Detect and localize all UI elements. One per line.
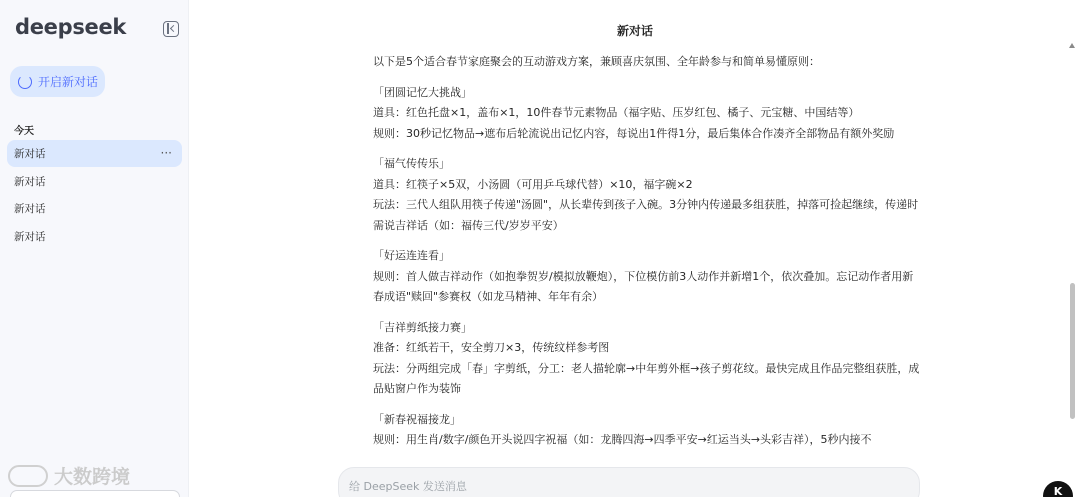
scrollbar-thumb[interactable] xyxy=(1070,283,1075,419)
game-title: 「吉祥剪纸接力赛」 xyxy=(373,320,472,334)
deepseek-logo[interactable]: deepseek xyxy=(15,15,127,39)
game-line: 准备：红纸若干，安全剪刀×3，传统纹样参考图 xyxy=(373,341,610,354)
chat-history-item[interactable] xyxy=(7,223,182,250)
message-intro: 以下是5个适合春节家庭聚会的互动游戏方案，兼顾喜庆氛围、全年龄参与和简单易懂原则： xyxy=(373,55,820,68)
floating-badge[interactable]: K xyxy=(1043,481,1073,497)
chat-history-list xyxy=(7,140,182,250)
game-line: 规则：首人做吉祥动作（如抱拳贺岁/模拟放鞭炮），下位模仿前3人动作并新增1个，依次叠加。忘记动作者用新春成语"赎回"参赛权（如龙马精神、年年有余） xyxy=(373,269,914,303)
watermark-logo-icon xyxy=(8,465,48,487)
chat-item-label: 新对话 xyxy=(14,175,46,188)
message-input[interactable] xyxy=(349,478,849,494)
chat-history-item[interactable] xyxy=(7,195,182,222)
chat-history-item[interactable] xyxy=(7,168,182,195)
more-options-icon[interactable]: ··· xyxy=(160,146,172,160)
sidebar xyxy=(0,0,189,497)
game-line: 道具：红色托盘×1，盖布×1，10件春节元素物品（福字贴、压岁红包、橘子、元宝糖、中国结等） xyxy=(373,106,860,119)
game-title: 「福气传传乐」 xyxy=(373,157,450,170)
main-panel xyxy=(190,0,1080,497)
message-input-container[interactable] xyxy=(338,467,920,497)
game-block xyxy=(373,246,923,308)
collapse-sidebar-icon[interactable] xyxy=(163,21,179,37)
game-block xyxy=(373,154,923,236)
assistant-message xyxy=(373,52,923,461)
game-line: 玩法：三代人组队用筷子传递"汤圆"，从长辈传到孩子入碗。3分钟内传递最多组获胜，掉落可捡起继续，传递时需说吉祥话（如：福传三代/岁岁平安） xyxy=(373,198,919,232)
game-title: 「好运连连看」 xyxy=(373,249,450,262)
game-title: 「团圆记忆大挑战」 xyxy=(373,85,472,99)
game-line: 规则：30秒记忆物品→遮布后轮流说出记忆内容，每说出1件得1分，最后集体合作凑齐全部物品有额外奖励 xyxy=(373,126,895,140)
watermark-text: 大数跨境 xyxy=(54,466,131,488)
profile-button[interactable] xyxy=(10,490,180,497)
chat-history-item[interactable] xyxy=(7,140,182,167)
game-block xyxy=(373,83,923,145)
game-line: 道具：红筷子×5双，小汤圆（可用乒乓球代替）×10，福字碗×2 xyxy=(373,177,693,191)
new-chat-icon xyxy=(18,75,32,89)
game-line: 规则：用生肖/数字/颜色开头说四字祝福（如：龙腾四海→四季平安→红运当头→头彩吉祥），5秒内接不 xyxy=(373,433,872,446)
game-block xyxy=(373,410,923,451)
scroll-up-arrow-icon[interactable] xyxy=(1069,43,1075,48)
watermark xyxy=(8,462,130,489)
game-block xyxy=(373,318,923,400)
page-title: 新对话 xyxy=(616,24,653,38)
new-chat-button[interactable] xyxy=(10,66,105,97)
new-chat-label: 开启新对话 xyxy=(38,75,99,89)
game-line: 玩法：分两组完成「春」字剪纸，分工：老人描轮廓→中年剪外框→孩子剪花纹。最快完成且作品完整组获胜，成品贴窗户作为装饰 xyxy=(373,361,920,395)
game-title: 「新春祝福接龙」 xyxy=(373,412,461,426)
chat-item-label: 新对话 xyxy=(14,203,46,215)
chat-item-label: 新对话 xyxy=(14,230,46,243)
section-today-label: 今天 xyxy=(14,126,34,137)
chat-item-label: 新对话 xyxy=(14,148,46,160)
